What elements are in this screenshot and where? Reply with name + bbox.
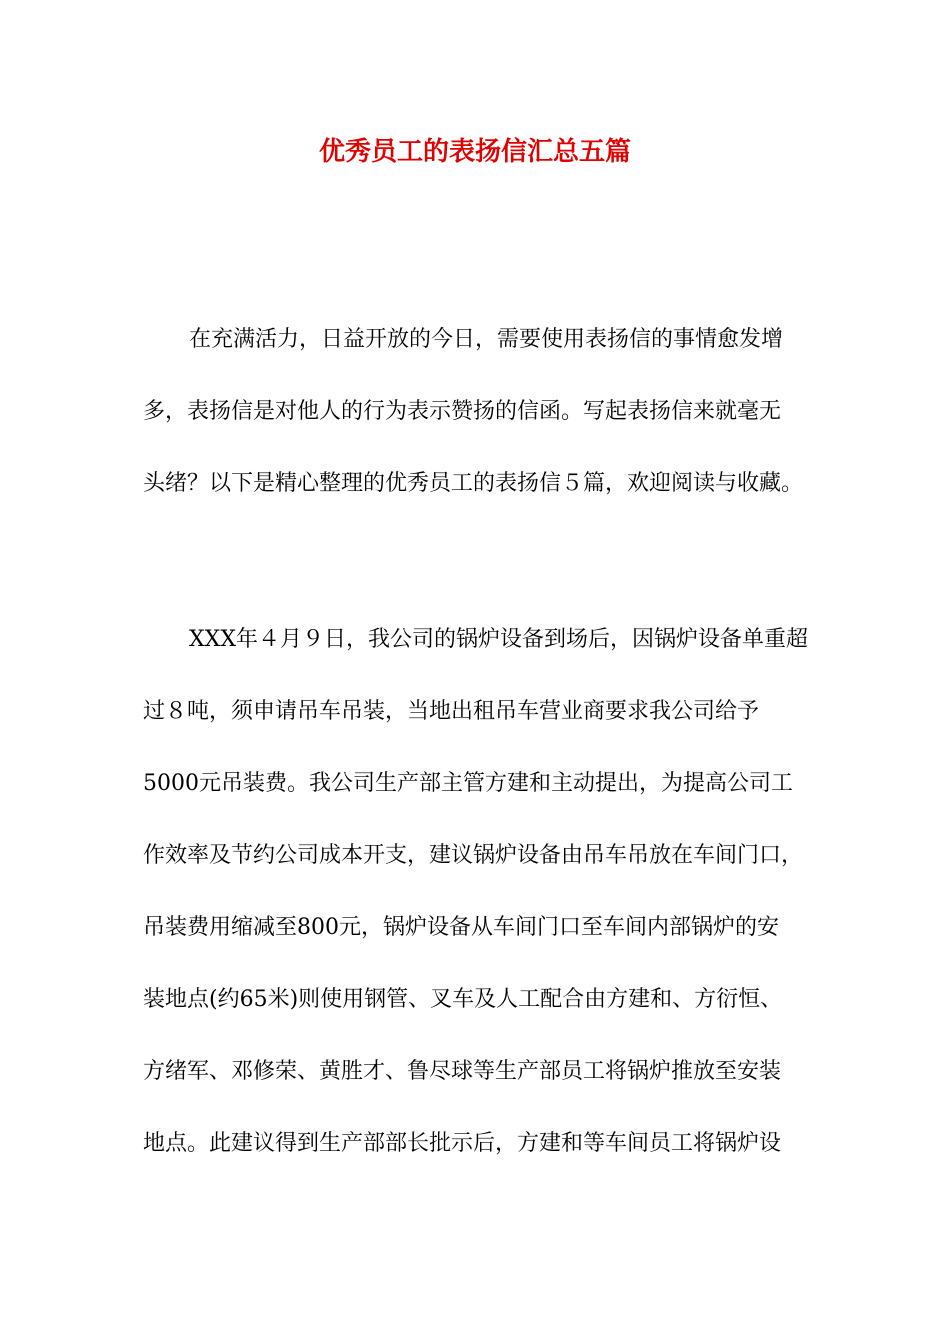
document-title: 优秀员工的表扬信汇总五篇 <box>318 137 631 167</box>
text-line: 5000元吊装费。我公司生产部主管方建和主动提出，为提高公司工 <box>143 771 793 796</box>
paragraph-intro <box>143 304 823 520</box>
text-line: 过８吨，须申请吊车吊装，当地出租吊车营业商要求我公司给予 <box>143 699 760 724</box>
text-line: 在充满活力，日益开放的今日，需要使用表扬信的事情愈发增 <box>189 327 784 352</box>
text-line: 吊装费用缩减至800元，锅炉设备从车间门口至车间内部锅炉的安 <box>143 915 779 940</box>
text-line: XXX年４月９日，我公司的锅炉设备到场后，因锅炉设备单重超 <box>189 627 808 652</box>
text-line: 作效率及节约公司成本开支，建议锅炉设备由吊车吊放在车间门口， <box>143 843 804 868</box>
text-line: 多，表扬信是对他人的行为表示赞扬的信函。写起表扬信来就毫无 <box>143 399 782 424</box>
text-line: 装地点(约65米)则使用钢管、叉车及人工配合由方建和、方衍恒、 <box>143 987 783 1012</box>
text-line: 方绪军、邓修荣、黄胜才、鲁尽球等生产部员工将锅炉推放至安装 <box>143 1059 782 1084</box>
text-line: 头绪？以下是精心整理的优秀员工的表扬信５篇，欢迎阅读与收藏。 <box>143 471 804 496</box>
text-line: 地点。此建议得到生产部部长批示后，方建和等车间员工将锅炉设 <box>143 1131 782 1156</box>
paragraph-body <box>143 604 823 1180</box>
